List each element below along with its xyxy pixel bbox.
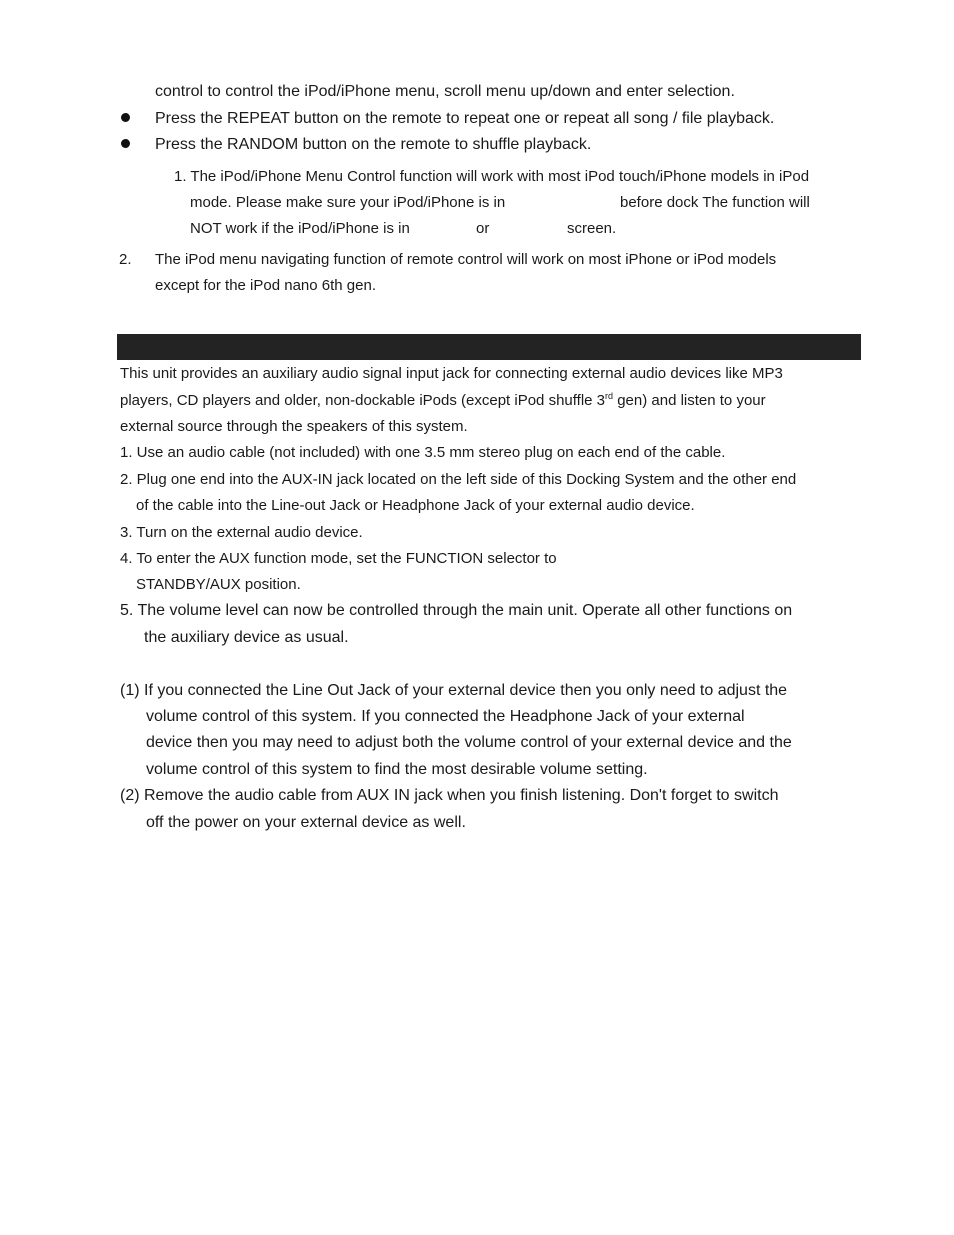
aux-step2-line1: 2. Plug one end into the AUX-IN jack located on the left side of this Docking System and the other end bbox=[120, 471, 797, 488]
continuation-text: control to control the iPod/iPhone menu, scroll menu up/down and enter selection. bbox=[155, 83, 735, 100]
note2-number: 2. bbox=[119, 251, 132, 268]
aux-intro-line2-b: gen) and listen to your bbox=[613, 392, 766, 409]
remark1-line2: volume control of this system. If you connected the Headphone Jack of your external bbox=[146, 708, 745, 725]
aux-intro-line1: This unit provides an auxiliary audio signal input jack for connecting external audio devices like MP3 bbox=[120, 365, 783, 382]
bullet-icon bbox=[121, 139, 130, 148]
aux-step2-line2: of the cable into the Line-out Jack or Headphone Jack of your external audio device. bbox=[136, 497, 695, 514]
aux-step4-line2: STANDBY/AUX position. bbox=[136, 576, 301, 593]
note1-line2a: mode. Please make sure your iPod/iPhone is in bbox=[190, 194, 506, 211]
section-header-bar bbox=[117, 334, 861, 360]
aux-intro-line2 bbox=[120, 392, 766, 409]
aux-step1: 1. Use an audio cable (not included) with one 3.5 mm stereo plug on each end of the cable. bbox=[120, 444, 726, 461]
note1-line1: 1. The iPod/iPhone Menu Control function will work with most iPod touch/iPhone models in iPod bbox=[174, 168, 810, 185]
remark1-line3: device then you may need to adjust both the volume control of your external device and the bbox=[146, 734, 792, 751]
remark2-line2: off the power on your external device as well. bbox=[146, 814, 466, 831]
aux-step4-line1: 4. To enter the AUX function mode, set the FUNCTION selector to bbox=[120, 550, 557, 567]
aux-step5-line1: 5. The volume level can now be controlled through the main unit. Operate all other functions on bbox=[120, 602, 793, 619]
aux-intro-line2-sup: rd bbox=[605, 391, 614, 401]
aux-step3: 3. Turn on the external audio device. bbox=[120, 524, 363, 541]
note1-line2b: before dock The function will bbox=[620, 194, 810, 211]
note1-line3a: NOT work if the iPod/iPhone is in bbox=[190, 220, 410, 237]
aux-intro-line3: external source through the speakers of this system. bbox=[120, 418, 468, 435]
note1-line3c: screen. bbox=[567, 220, 617, 237]
bullet-random-text: Press the RANDOM button on the remote to shuffle playback. bbox=[155, 136, 592, 153]
remark2-line1: (2) Remove the audio cable from AUX IN jack when you finish listening. Don't forget to switch bbox=[120, 787, 779, 804]
note2-line2: except for the iPod nano 6th gen. bbox=[155, 277, 376, 294]
remark1-line4: volume control of this system to find the most desirable volume setting. bbox=[146, 761, 648, 778]
bullet-repeat-text: Press the REPEAT button on the remote to repeat one or repeat all song / file playback. bbox=[155, 110, 775, 127]
note1-line3b: or bbox=[476, 220, 490, 237]
note2-line1: The iPod menu navigating function of remote control will work on most iPhone or iPod models bbox=[155, 251, 777, 268]
aux-intro-line2-a: players, CD players and older, non-dockable iPods (except iPod shuffle 3 bbox=[120, 392, 606, 409]
bullet-icon bbox=[121, 113, 130, 122]
aux-step5-line2: the auxiliary device as usual. bbox=[144, 629, 349, 646]
remark1-line1: (1) If you connected the Line Out Jack of your external device then you only need to adjust the bbox=[120, 682, 788, 699]
